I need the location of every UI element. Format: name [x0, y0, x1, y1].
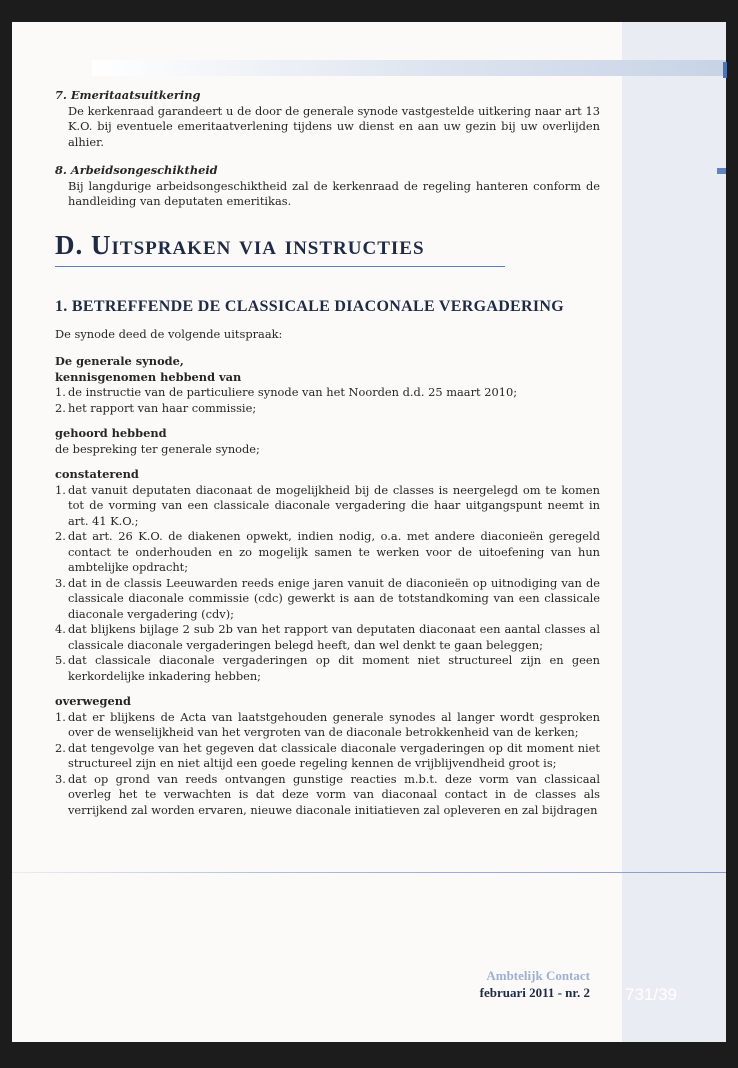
item-text: De kerkenraad garandeert u de door de generale synode vastgestelde uitkering naar art 13 K.O. bij eventuele emeritaatverlening tijdens uw dienst en aan uw gezin bij uw overlijden alhier. [68, 103, 600, 149]
constaterend-heading: constaterend [55, 467, 139, 481]
list-item: 1. dat er blijkens de Acta van laatstgehouden generale synodes al langer wordt gesproken over de wenselijkheid van het vergroten van de diaconale betrokkenheid van de kerken; [55, 709, 600, 739]
list-item: 2. dat art. 26 K.O. de diakenen opwekt, indien nodig, o.a. met andere diaconieën geregeld contact te onderhouden en zo mogelijk samen te werken voor de uitoefening van hun ambtelijke opdracht; [55, 529, 600, 574]
list-item: 4. dat blijkens bijlage 2 sub 2b van het rapport van deputaten diaconaat een aantal classes al classicale diaconale vergaderingen belegd heeft, dan wel denkt te gaan beleggen; [55, 622, 600, 652]
list-item: 2. dat tengevolge van het gegeven dat classicale diaconale vergaderingen op dit moment niet structureel zijn en niet altijd een goede regeling kennen de vrijblijvendheid groot is; [55, 740, 600, 770]
list-item: 5. dat classicale diaconale vergaderingen op dit moment niet structureel zijn en geen kerkordelijke inkadering hebben; [55, 653, 600, 683]
synod-block [55, 354, 600, 416]
list-item: 3. dat op grond van reeds ontvangen gunstige reacties m.b.t. deze vorm van classicaal overleg het te verwachten is dat deze vorm van diaconaal contact in de classes als verrijkend zal worden ervaren, nieuwe diaconale initiatieven zal opleveren en zal bijdragen [55, 771, 600, 817]
item-text: Bij langdurige arbeidsongeschiktheid zal de kerkenraad de regeling hanteren conform de handleiding van deputaten emeritikas. [68, 178, 600, 208]
overwegend-heading: overwegend [55, 694, 131, 708]
item-title: 8. Arbeidsongeschiktheid [55, 163, 218, 177]
header-tab-marker [723, 62, 727, 78]
item-title: 7. Emeritaatsuitkering [55, 88, 201, 102]
footer-issue: februari 2011 - nr. 2 [479, 985, 590, 1000]
gehoord-block [55, 426, 600, 457]
kennis-heading: kennisgenomen hebbend van [55, 369, 242, 384]
section-title: D. Uitspraken via instructies [55, 228, 505, 267]
intro-text: De synode deed de volgende uitspraak: [55, 326, 283, 341]
overwegend-list [55, 710, 600, 819]
gehoord-heading: gehoord hebbend [55, 426, 167, 440]
gehoord-text: de bespreking ter generale synode; [55, 441, 260, 456]
page-content [55, 88, 600, 828]
synod-heading: De generale synode, [55, 354, 184, 368]
list-item: 1. de instructie van de particuliere synode van het Noorden d.d. 25 maart 2010; [55, 385, 518, 399]
overwegend-block [55, 694, 600, 818]
kennis-list [55, 385, 600, 416]
footer-rule [12, 872, 726, 873]
page-number: 731/39 [625, 985, 677, 1004]
item-arbeidsongeschiktheid [55, 163, 600, 210]
page-footer [400, 968, 590, 1001]
constaterend-list [55, 483, 600, 685]
list-item: 3. dat in de classis Leeuwarden reeds enige jaren vanuit de diaconieën op uitnodiging van de classicale diaconale commissie (cdc) gewerkt is aan de totstandkoming van een classicale diaconale vergadering (cdv); [55, 575, 600, 621]
list-item: 1. dat vanuit deputaten diaconaat de mogelijkheid bij de classes is neergelegd om te komen tot de vorming van een classicale diaconale vergadering die haar uitgangspunt neemt in art. 41 K.O.; [55, 482, 600, 528]
item-emeritaatsuitkering [55, 88, 600, 150]
right-margin-strip [622, 22, 726, 1042]
list-item: 2. het rapport van haar commissie; [55, 400, 257, 415]
margin-tab-marker [717, 168, 726, 174]
subsection-title: 1. BETREFFENDE DE CLASSICALE DIACONALE VERGADERING [55, 297, 565, 315]
constaterend-block [55, 467, 600, 684]
footer-journal-title: Ambtelijk Contact [486, 968, 590, 983]
header-band [92, 60, 726, 76]
